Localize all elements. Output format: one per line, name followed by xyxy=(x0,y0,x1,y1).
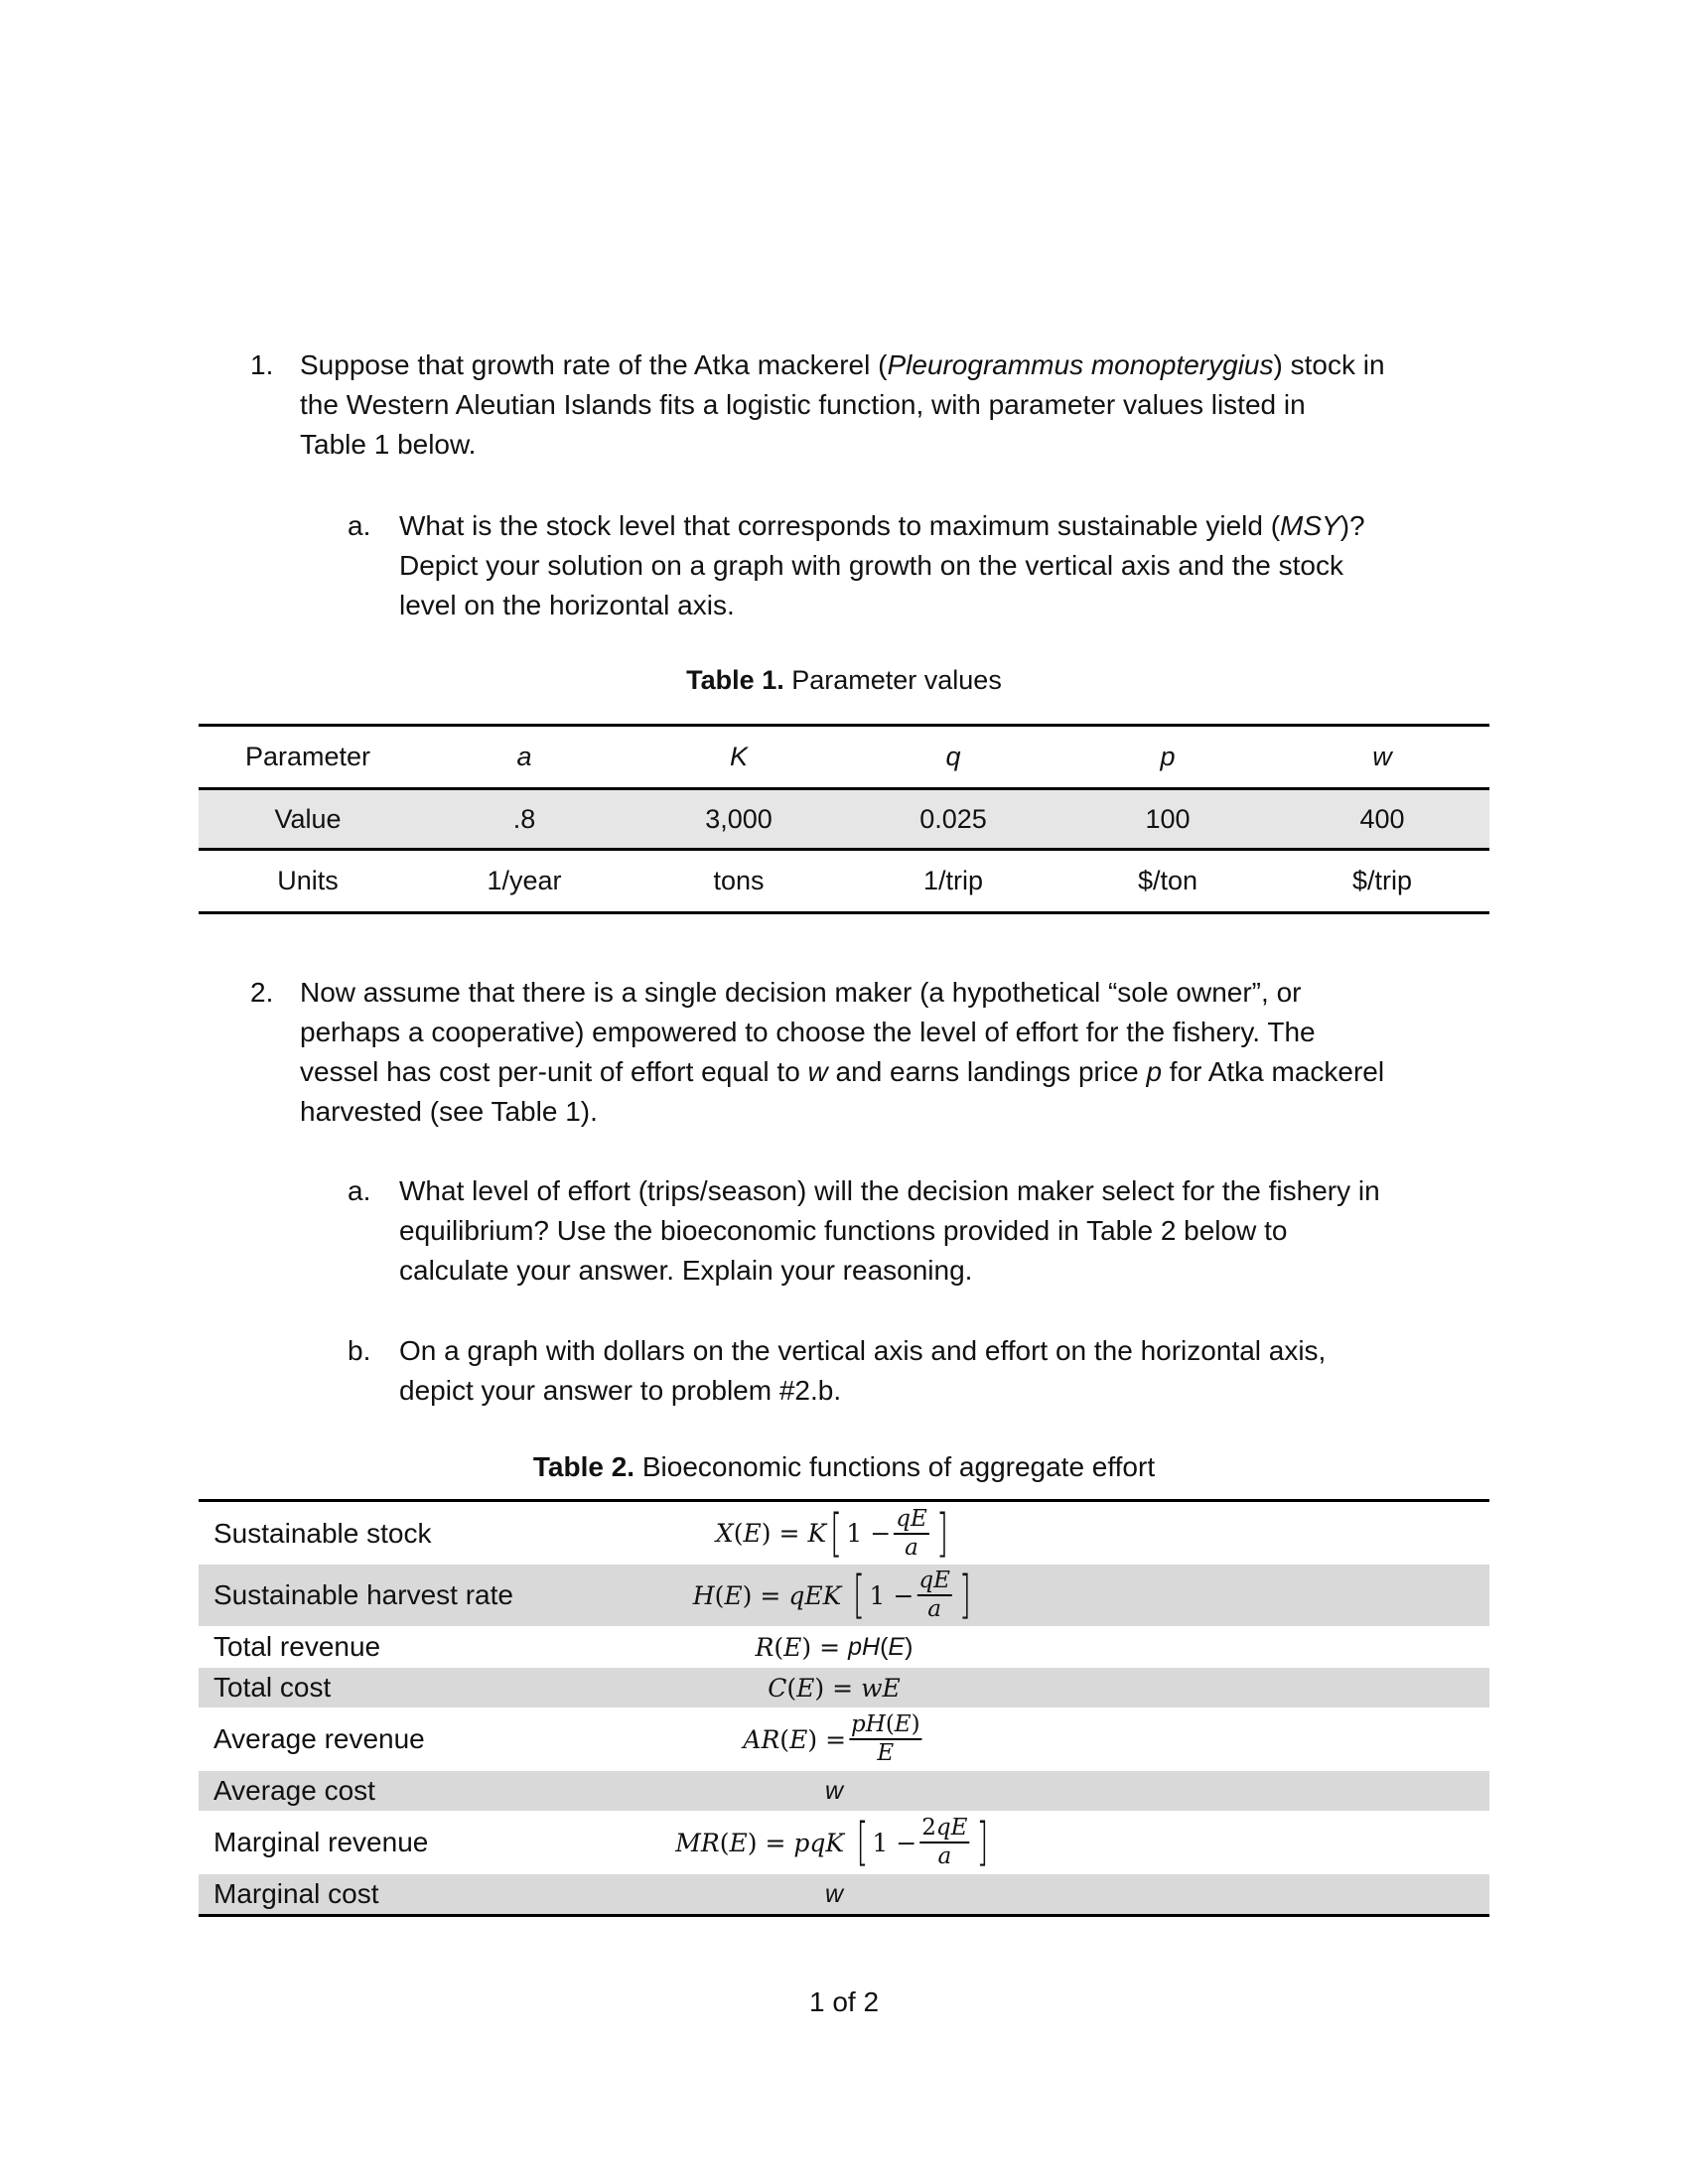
question-1-text xyxy=(300,345,1385,465)
question-1a-letter: a. xyxy=(348,510,371,541)
table-2-row-label: Total revenue xyxy=(213,1631,381,1662)
question-1a-line-1: What is the stock level that corresponds to maximum sustainable yield (MSY)? xyxy=(399,510,1365,541)
table-1-value-cell: 400 xyxy=(1359,803,1405,834)
table-1-header-cell: K xyxy=(729,742,748,771)
question-2a-text xyxy=(399,1171,1380,1291)
sustainable-harvest-formula: H ( E ) = qEK [ 1 − $\frac{qE}{a}$ ] xyxy=(692,1566,972,1625)
table-1-row-label: Value xyxy=(274,803,342,834)
question-2-text xyxy=(300,973,1384,1132)
table-1-value-row xyxy=(199,787,1489,851)
table-2-caption xyxy=(0,1450,1688,1484)
page-number: 1 of 2 xyxy=(808,1986,880,2017)
question-2b-letter: b. xyxy=(348,1335,371,1366)
question-1a-line-2: Depict your solution on a graph with growth on the vertical axis and the stock xyxy=(399,550,1343,581)
table-1-value-cell: .8 xyxy=(512,803,536,834)
table-2-row-marginal-revenue xyxy=(199,1811,1489,1874)
table-2-row-sustainable-harvest-rate xyxy=(199,1565,1489,1626)
table-2-row-average-revenue xyxy=(199,1707,1489,1771)
table-1-units-cell: tons xyxy=(713,866,765,895)
table-1-units-cell: 1/year xyxy=(487,866,562,895)
table-1-units-cell: 1/trip xyxy=(922,866,984,895)
question-2b-line-2: depict your answer to problem #2.b. xyxy=(399,1375,842,1406)
question-1-line-3: Table 1 below. xyxy=(300,429,477,460)
table-1-caption xyxy=(0,663,1688,697)
table-1-units-cell: $/ton xyxy=(1137,866,1198,895)
table-1-header-cell: p xyxy=(1160,742,1176,771)
sustainable-stock-formula: X ( E ) = K [ 1 − $\frac{qE}{a}$ ] xyxy=(715,1503,949,1564)
table-2-row-label: Sustainable stock xyxy=(213,1517,432,1549)
table-2-caption-label: Table 2. xyxy=(532,1451,635,1482)
table-1-caption-title: Parameter values xyxy=(783,665,1002,695)
table-1-units-cell: $/trip xyxy=(1351,866,1413,895)
table-2-row-total-cost xyxy=(199,1668,1489,1707)
table-2-row-label: Marginal revenue xyxy=(213,1827,429,1857)
table-2-row-total-revenue xyxy=(199,1626,1489,1668)
question-1a-text xyxy=(399,506,1365,625)
question-1-line-2: the Western Aleutian Islands fits a logistic function, with parameter values listed in xyxy=(300,389,1306,420)
question-2b-line-1: On a graph with dollars on the vertical axis and effort on the horizontal axis, xyxy=(399,1335,1327,1366)
average-cost-formula: w xyxy=(824,1776,844,1805)
table-2-row-label: Average revenue xyxy=(213,1723,425,1754)
table-2-row-average-cost xyxy=(199,1771,1489,1811)
table-2-row-label: Average cost xyxy=(213,1775,375,1806)
table-1-row-label: Units xyxy=(277,866,339,895)
marginal-revenue-formula: MR ( E ) = pqK [ 1 − $\frac{2qE}{a}$ ] xyxy=(675,1813,989,1872)
question-2a-line-1: What level of effort (trips/season) will the decision maker select for the fishery in xyxy=(399,1175,1380,1206)
question-2-line-2: perhaps a cooperative) empowered to choose the level of effort for the fishery. The xyxy=(300,1017,1316,1047)
table-2-row-label: Marginal cost xyxy=(213,1878,379,1909)
table-1-value-cell: 100 xyxy=(1145,803,1191,834)
total-revenue-formula: R ( E ) = pH ( E ) xyxy=(755,1632,914,1662)
table-1-header-cell: a xyxy=(516,742,532,771)
table-1-header-row xyxy=(199,727,1489,787)
table-2-row-label: Total cost xyxy=(213,1672,332,1703)
table-1-row-label: Parameter xyxy=(244,742,371,771)
question-1a-line-3: level on the horizontal axis. xyxy=(399,590,735,620)
question-2a-letter: a. xyxy=(348,1175,371,1206)
table-1-caption-label: Table 1. xyxy=(686,665,784,695)
table-2-row-sustainable-stock xyxy=(199,1502,1489,1565)
question-2-line-3: vessel has cost per-unit of effort equal to w and earns landings price p for Atka mackerel xyxy=(300,1056,1385,1087)
question-2-line-4: harvested (see Table 1). xyxy=(300,1096,598,1127)
question-2-line-1: Now assume that there is a single decision maker (a hypothetical “sole owner”, or xyxy=(300,977,1302,1008)
table-2-row-label: Sustainable harvest rate xyxy=(213,1579,513,1610)
question-2a-line-2: equilibrium? Use the bioeconomic functions provided in Table 2 below to xyxy=(399,1215,1288,1246)
average-revenue-formula: AR ( E ) = $\frac{pH(E)}{E}$ xyxy=(743,1711,920,1766)
bioeconomic-functions-table xyxy=(199,1499,1489,1917)
question-2-number: 2. xyxy=(250,977,274,1008)
question-2b-text xyxy=(399,1331,1326,1411)
question-1-number: 1. xyxy=(250,349,274,380)
table-1-units-row xyxy=(199,851,1489,911)
table-1-value-cell: 3,000 xyxy=(705,803,773,834)
table-1-header-cell: w xyxy=(1372,742,1392,771)
table-2-caption-title: Bioeconomic functions of aggregate effort xyxy=(634,1451,1156,1482)
total-cost-formula: C ( E ) = wE xyxy=(768,1673,901,1703)
table-2-row-marginal-cost xyxy=(199,1874,1489,1914)
parameter-table xyxy=(199,724,1489,914)
question-1-line-1: Suppose that growth rate of the Atka mackerel (Pleurogrammus monopterygius) stock in xyxy=(300,349,1385,380)
marginal-cost-formula: w xyxy=(824,1879,844,1908)
table-1-header-cell: q xyxy=(945,742,961,771)
table-1-value-cell: 0.025 xyxy=(919,803,987,834)
question-2a-line-3: calculate your answer. Explain your reasoning. xyxy=(399,1255,973,1286)
